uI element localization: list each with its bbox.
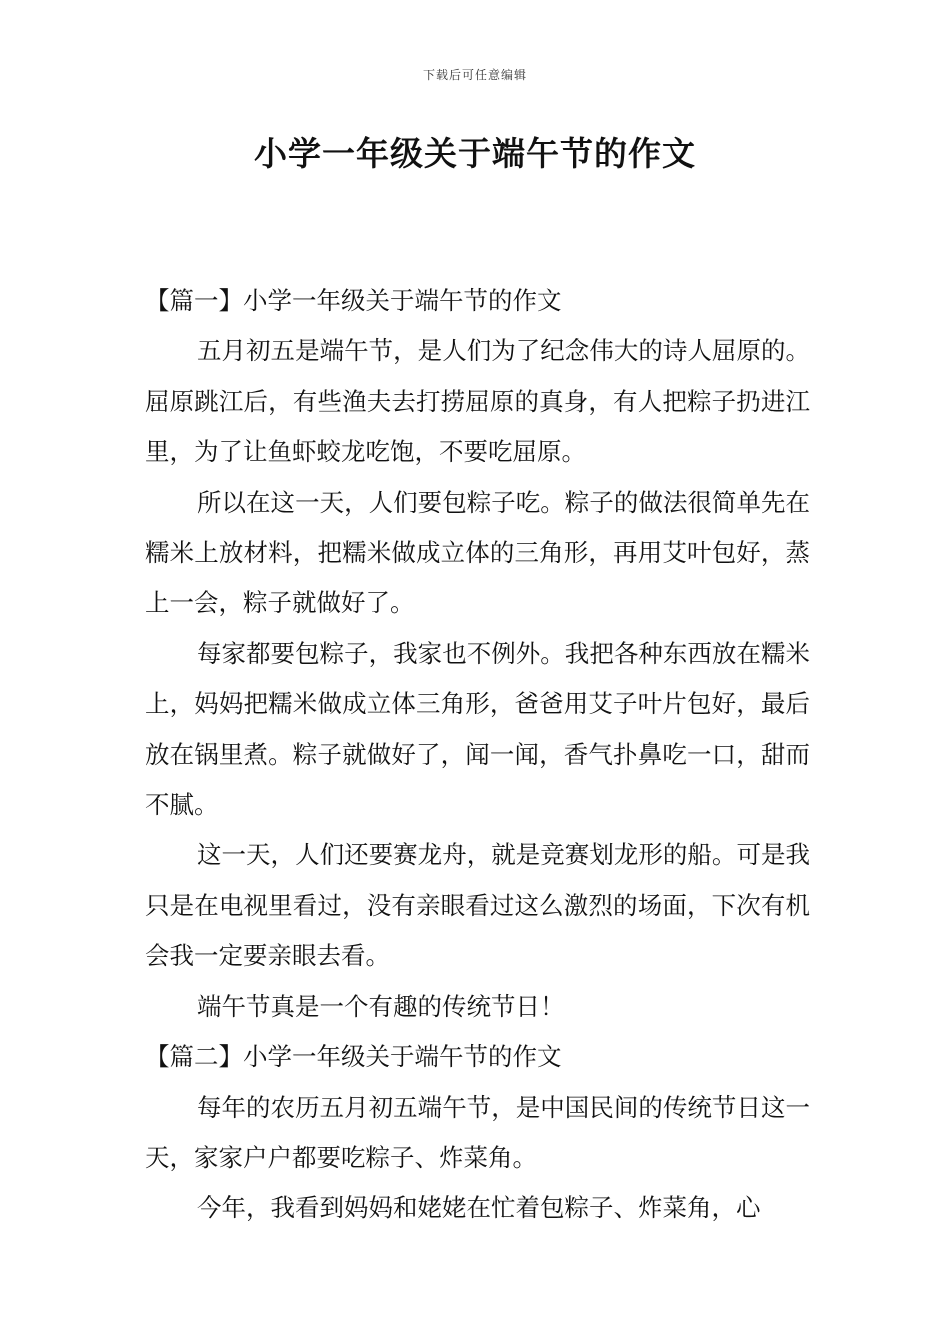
paragraph: 所以在这一天，人们要包粽子吃。粽子的做法很简单先在糯米上放材料，把糯米做成立体的三角形，再用艾叶包好，蒸上一会，粽子就做好了。 bbox=[145, 487, 810, 618]
paragraph: 这一天，人们还要赛龙舟，就是竞赛划龙形的船。可是我只是在电视里看过，没有亲眼看过这么激烈的场面，下次有机会我一定要亲眼去看。 bbox=[145, 840, 810, 971]
paragraph: 每家都要包粽子，我家也不例外。我把各种东西放在糯米上，妈妈把糯米做成立体三角形，爸爸用艾子叶片包好，最后放在锅里煮。粽子就做好了，闻一闻，香气扑鼻吃一口，甜而不腻。 bbox=[145, 638, 810, 820]
page-header-note: 下载后可任意编辑 bbox=[422, 68, 527, 82]
section-two bbox=[145, 1032, 810, 1234]
document-title: 小学一年级关于端午节的作文 bbox=[254, 134, 696, 173]
section-one bbox=[145, 276, 810, 1032]
paragraph: 每年的农历五月初五端午节，是中国民间的传统节日这一天，家家户户都要吃粽子、炸菜角。 bbox=[145, 1092, 810, 1172]
paragraph: 今年，我看到妈妈和姥姥在忙着包粽子、炸菜角，心 bbox=[197, 1193, 761, 1223]
paragraph: 端午节真是一个有趣的传统节日！ bbox=[197, 991, 565, 1021]
paragraph: 五月初五是端午节，是人们为了纪念伟大的诗人屈原的。屈原跳江后，有些渔夫去打捞屈原的真身，有人把粽子扔进江里，为了让鱼虾蛟龙吃饱，不要吃屈原。 bbox=[145, 336, 810, 467]
section-heading: 【篇二】小学一年级关于端午节的作文 bbox=[145, 1042, 562, 1072]
document-body bbox=[145, 276, 810, 1234]
section-heading: 【篇一】小学一年级关于端午节的作文 bbox=[145, 286, 562, 315]
